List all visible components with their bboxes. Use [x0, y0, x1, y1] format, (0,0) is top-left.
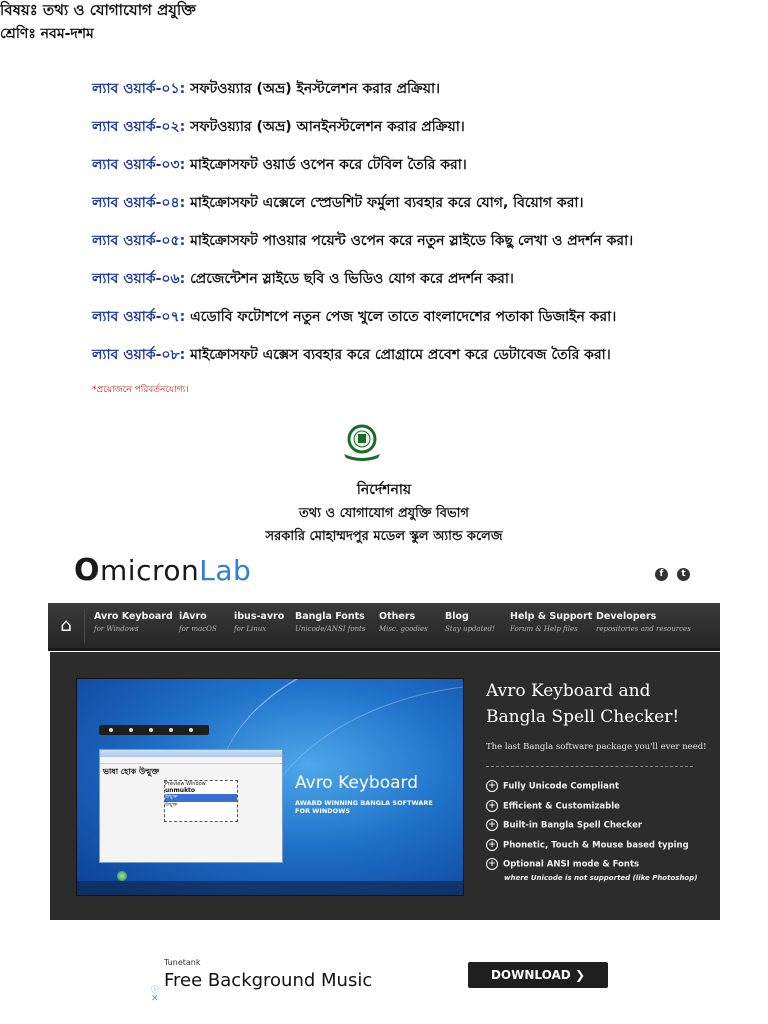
lab-work-text: মাইক্রোসফট এক্সেস ব্যবহার করে প্রোগ্রামে প্রবেশ করে ডেটাবেজ তৈরি করা। [185, 347, 611, 363]
home-icon[interactable]: ⌂ [60, 615, 72, 636]
lab-work-item [92, 230, 752, 268]
plus-circle-icon: + [486, 819, 498, 831]
logo-lab: Lab [199, 554, 252, 587]
lab-work-text: সফটওয়্যার (অভ্র) আনইনস্টলেশন করার প্রক্রিয়া। [185, 119, 465, 135]
note: *প্রয়োজনে পরিবর্তনযোগ্য। [92, 385, 189, 395]
nav-item-bangla-fonts[interactable] [295, 611, 365, 633]
lab-work-text: প্রেজেন্টেশন স্লাইডে ছবি ও ভিডিও যোগ করে প্রদর্শন করা। [185, 271, 514, 287]
plus-circle-icon: + [486, 839, 498, 851]
feature-note: where Unicode is not supported (like Photoshop) [504, 874, 698, 882]
nav-subtitle: Forum & Help files [510, 625, 578, 633]
nav-item-avro-keyboard[interactable] [94, 611, 173, 633]
lab-work-item [92, 78, 752, 116]
notepad-window [99, 749, 283, 863]
nav-title: Blog [445, 611, 469, 622]
notepad-menu [100, 757, 282, 764]
feature-text: Optional ANSI mode & Fonts [503, 859, 640, 870]
ad-download-button[interactable] [468, 962, 608, 988]
lab-work-label: ল্যাব ওয়ার্ক-০৭: [92, 309, 186, 325]
lab-work-text: মাইক্রোসফট ওয়ার্ড ওপেন করে টেবিল তৈরি করা। [185, 157, 467, 173]
hero-tagline: The last Bangla software package you'll ever need! [486, 742, 707, 752]
lab-work-item [92, 268, 752, 306]
feature-item [486, 839, 689, 859]
feature-item [486, 800, 689, 820]
nav-title: iAvro [179, 611, 207, 622]
lab-work-item [92, 306, 752, 344]
plus-circle-icon: + [486, 858, 498, 870]
ad-close-icon[interactable]: ✕ [151, 994, 159, 1004]
facebook-icon[interactable]: f [655, 568, 668, 581]
popup-option: উন্মুক্ত [165, 802, 178, 808]
popup-word: unmukto [165, 787, 196, 794]
feature-text: Phonetic, Touch & Mouse based typing [503, 840, 689, 850]
nav-subtitle: for macOS [179, 625, 217, 633]
subject-line: বিষয়ঃ তথ্য ও যোগাযোগ প্রযুক্তি [0, 1, 196, 19]
feature-text: Efficient & Customizable [503, 801, 620, 811]
divider [486, 766, 693, 767]
feature-text: Built-in Bangla Spell Checker [503, 820, 643, 831]
hero-screenshot[interactable] [76, 678, 464, 896]
ad-brand: Tunetank [164, 958, 201, 967]
windows-start-icon [117, 871, 127, 881]
avro-toolbar [99, 725, 209, 735]
hero-banner [50, 652, 720, 920]
class-line: শ্রেণিঃ নবম-দশম [0, 26, 94, 42]
feature-list [486, 780, 689, 878]
feature-text: Fully Unicode Compliant [503, 781, 620, 792]
plus-circle-icon: + [486, 780, 498, 792]
nav-title: Others [379, 611, 416, 622]
lab-work-list [92, 78, 752, 382]
lab-work-label: ল্যাব ওয়ার্ক-০৩: [92, 157, 186, 173]
notepad-text: ভাষা হোক উন্মুক্ত [103, 767, 160, 776]
popup-option: উন্মুক্ত [165, 794, 237, 802]
logo-o: O [74, 553, 101, 588]
nav-title: ibus-avro [234, 611, 285, 622]
nav-title: Avro Keyboard [94, 611, 173, 622]
lab-work-text: সফটওয়্যার (অভ্র) ইনস্টলেশন করার প্রক্রিয়া। [185, 81, 441, 97]
lab-work-label: ল্যাব ওয়ার্ক-০৬: [92, 271, 186, 287]
nav-item-blog[interactable] [445, 611, 495, 633]
hero-title: Avro Keyboard and Bangla Spell Checker! [486, 681, 680, 727]
nav-divider [84, 609, 85, 643]
lab-work-text: মাইক্রোসফট এক্সেলে স্প্রেডশিট ফর্মুলা ব্যবহার করে যোগ, বিয়োগ করা। [185, 195, 584, 211]
nav-subtitle: for Linux [234, 625, 267, 633]
feature-item [486, 780, 689, 800]
main-nav [48, 603, 720, 651]
lab-work-item [92, 344, 752, 382]
nav-subtitle: repositories and resources [596, 625, 691, 633]
chevron-right-icon: ❯ [574, 968, 586, 982]
logo-micron: micron [100, 554, 200, 587]
nav-item-help-support[interactable] [510, 611, 592, 633]
nav-title: Help & Support [510, 611, 593, 622]
nav-title: Bangla Fonts [295, 611, 365, 622]
screen-subtitle: AWARD WINNING BANGLA SOFTWARE [295, 799, 433, 807]
college-emblem-icon [340, 422, 384, 462]
lab-work-label: ল্যাব ওয়ার্ক-০২: [92, 119, 186, 135]
lab-work-text: মাইক্রোসফট পাওয়ার পয়েন্ট ওপেন করে নতুন স্লাইডে কিছু লেখা ও প্রদর্শন করা। [185, 233, 634, 249]
lab-work-text: এডোবি ফটোশপে নতুন পেজ খুলে তাতে বাংলাদেশের পতাকা ডিজাইন করা। [185, 309, 617, 325]
nav-item-developers[interactable] [596, 611, 691, 633]
screen-title: Avro Keyboard [295, 773, 419, 793]
nav-subtitle: for Windows [94, 625, 139, 633]
ad-title[interactable]: Free Background Music [164, 970, 373, 991]
ad-info-icon[interactable]: ⓘ [151, 985, 159, 994]
lab-work-label: ল্যাব ওয়ার্ক-০৪: [92, 195, 186, 211]
lab-work-item [92, 116, 752, 154]
popup-title: Preview Window [165, 781, 206, 787]
guidance-title: নির্দেশনায় [356, 482, 412, 498]
lab-work-item [92, 192, 752, 230]
screen-subtitle: FOR WINDOWS [295, 807, 351, 815]
nav-subtitle: Unicode/ANSI fonts [295, 625, 366, 633]
lab-work-label: ল্যাব ওয়ার্ক-০১: [92, 81, 186, 97]
omicronlab-logo[interactable] [74, 553, 251, 588]
department-name: তথ্য ও যোগাযোগ প্রযুক্তি বিভাগ [299, 506, 469, 521]
lab-work-label: ল্যাব ওয়ার্ক-০৫: [92, 233, 186, 249]
nav-subtitle: Stay updated! [445, 625, 495, 633]
feature-item [486, 819, 689, 839]
nav-item-iavro[interactable] [179, 611, 217, 633]
notepad-titlebar [100, 750, 282, 757]
nav-item-ibus-avro[interactable] [234, 611, 284, 633]
nav-title: Developers [596, 611, 657, 622]
lab-work-item [92, 154, 752, 192]
twitter-icon[interactable]: t [677, 568, 690, 581]
lab-work-label: ল্যাব ওয়ার্ক-০৮: [92, 347, 186, 363]
nav-item-others[interactable] [379, 611, 428, 633]
taskbar [77, 881, 463, 895]
preview-popup [164, 780, 238, 822]
plus-circle-icon: + [486, 800, 498, 812]
college-name: সরকারি মোহাম্মদপুর মডেল স্কুল অ্যান্ড কলেজ [265, 529, 503, 544]
ad-button-label: DOWNLOAD [490, 968, 571, 982]
nav-subtitle: Misc. goodies [379, 625, 428, 633]
